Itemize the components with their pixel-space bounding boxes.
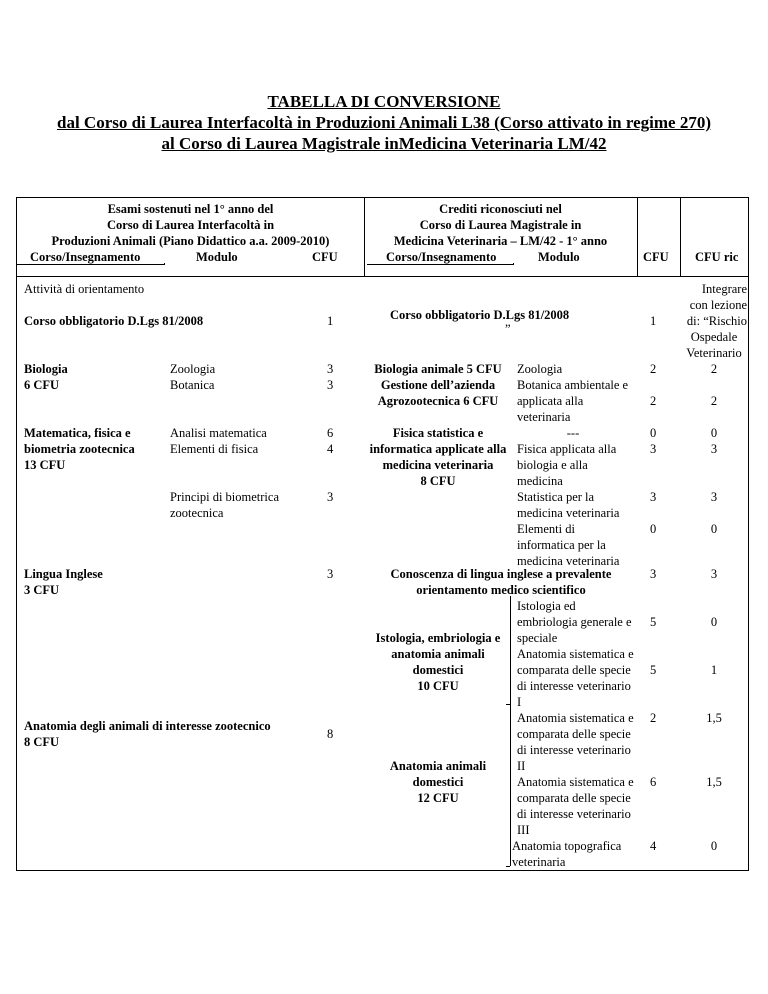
left-course: Lingua Inglese [24, 567, 103, 581]
left-course: 3 CFU [24, 583, 60, 597]
cfu: 5 [650, 663, 657, 677]
right-module: comparata delle specie [517, 663, 631, 677]
cfu: 2 [650, 711, 657, 725]
cfu-ric-note: di: “Rischio [686, 314, 747, 328]
cfu-ric-note: Integrare [701, 282, 747, 296]
right-module: --- [566, 426, 580, 440]
left-header-line-3: Produzioni Animali (Piano Didattico a.a. 2009-2010) [51, 234, 330, 248]
cfu: 0 [650, 522, 657, 536]
right-course: Gestione dell’azienda [380, 378, 496, 392]
right-module: Anatomia sistematica e [517, 647, 634, 661]
right-col-cfu-ric-header: CFU ric [695, 250, 739, 264]
right-course: 8 CFU [420, 474, 456, 488]
right-course: domestici [412, 775, 464, 789]
right-module: Statistica per la [517, 490, 595, 504]
right-course: anatomia animali [391, 647, 485, 661]
left-course: Corso obbligatorio D.Lgs 81/2008 [24, 314, 204, 328]
cfu-ric-note: con lezione [689, 298, 747, 312]
right-course: Conoscenza di lingua inglese a prevalente [390, 567, 612, 581]
title-line-3: al Corso di Laurea Magistrale inMedicina Veterinaria LM/42 [161, 134, 607, 153]
right-col-cfu-header: CFU [643, 250, 669, 264]
right-module: di interesse veterinario [517, 743, 631, 757]
right-module: medicina veterinaria [517, 506, 620, 520]
cfu-ric: 1 [710, 663, 718, 677]
right-course: medicina veterinaria [382, 458, 494, 472]
right-module: Istologia ed [517, 599, 576, 613]
cfu-ric: 1,5 [706, 711, 722, 725]
cfu: 6 [650, 775, 657, 789]
left-header-line-2: Corso di Laurea Interfacoltà in [106, 218, 275, 232]
right-module: applicata alla [517, 394, 584, 408]
right-course: orientamento medico scientifico [416, 583, 586, 597]
title-line-1: TABELLA DI CONVERSIONE [267, 92, 501, 111]
left-module-cfu: 3 [327, 378, 334, 392]
right-module: biologia e alla [517, 458, 588, 472]
cfu-ric: 0 [710, 615, 718, 629]
right-course: 12 CFU [417, 791, 459, 805]
cfu-ric-note: Veterinario [686, 346, 742, 360]
left-course: Matematica, fisica e [24, 426, 131, 440]
left-module: Principi di biometrica [170, 490, 280, 504]
cfu: 2 [650, 394, 657, 408]
title-line-2: dal Corso di Laurea Interfacoltà in Produzioni Animali L38 (Corso attivato in regime 270) [56, 113, 711, 132]
right-course: informatica applicate alla [369, 442, 507, 456]
right-module: Anatomia topografica [512, 839, 622, 853]
right-module: comparata delle specie [517, 727, 631, 741]
cfu-ric: 2 [710, 394, 718, 408]
right-course: 10 CFU [417, 679, 459, 693]
right-course: Anatomia animali [389, 759, 487, 773]
cfu-ric: 2 [710, 362, 718, 376]
left-module: Botanica [170, 378, 215, 392]
left-module: zootecnica [170, 506, 224, 520]
right-course: Istologia, embriologia e [375, 631, 501, 645]
right-course: domestici [412, 663, 464, 677]
cfu: 5 [650, 615, 657, 629]
right-module: embriologia generale e [517, 615, 632, 629]
cfu-ric-note: Ospedale [690, 330, 738, 344]
right-module: Elementi di [517, 522, 575, 536]
left-col-module-header: Modulo [196, 250, 238, 264]
right-module: III [517, 823, 530, 837]
right-module: Botanica ambientale e [517, 378, 629, 392]
cfu: 1 [650, 314, 657, 328]
cfu-ric: 0 [710, 522, 718, 536]
cfu: 3 [650, 490, 657, 504]
right-col-course-header: Corso/Insegnamento [386, 250, 497, 264]
left-cfu: 1 [327, 314, 334, 328]
right-module: I [517, 695, 522, 709]
left-module-cfu: 3 [327, 362, 334, 376]
left-module: Zoologia [170, 362, 216, 376]
left-cfu: 3 [327, 567, 334, 581]
cfu: 0 [650, 426, 657, 440]
right-module: II [517, 759, 526, 773]
left-module-cfu: 3 [327, 490, 334, 504]
cfu: 4 [650, 839, 657, 853]
right-course: Agrozootecnica 6 CFU [377, 394, 499, 408]
right-module: Anatomia sistematica e [517, 775, 634, 789]
left-course: biometria zootecnica [24, 442, 135, 456]
left-course: 6 CFU [24, 378, 60, 392]
left-course: Biologia [24, 362, 68, 376]
left-module: Analisi matematica [170, 426, 267, 440]
cfu-ric: 3 [710, 490, 718, 504]
left-course: 8 CFU [24, 735, 60, 749]
right-module: Zoologia [517, 362, 563, 376]
right-col-module-header: Modulo [538, 250, 580, 264]
right-module: medicina [517, 474, 563, 488]
right-course: Fisica statistica e [392, 426, 484, 440]
right-module: medicina veterinaria [517, 554, 620, 568]
right-module: di interesse veterinario [517, 807, 631, 821]
left-module-cfu: 4 [327, 442, 334, 456]
cfu: 2 [650, 362, 657, 376]
cfu-ric: 0 [710, 839, 718, 853]
cfu: 3 [650, 442, 657, 456]
right-module: veterinaria [517, 410, 571, 424]
right-module: veterinaria [512, 855, 566, 869]
right-course: Biologia animale 5 CFU [374, 362, 502, 376]
cfu-ric: 0 [710, 426, 718, 440]
right-module: di interesse veterinario [517, 679, 631, 693]
right-module: comparata delle specie [517, 791, 631, 805]
left-col-course-header: Corso/Insegnamento [30, 250, 141, 264]
left-cfu: 8 [327, 727, 334, 741]
row-label: Attività di orientamento [24, 282, 145, 296]
right-header-line-3: Medicina Veterinaria – LM/42 - 1° anno [393, 234, 608, 248]
cfu-ric: 1,5 [706, 775, 722, 789]
ditto-mark: ” [505, 322, 511, 336]
left-course: 13 CFU [24, 458, 66, 472]
right-module: informatica per la [517, 538, 606, 552]
right-module: speciale [517, 631, 558, 645]
right-module: Fisica applicata alla [517, 442, 617, 456]
right-header-line-2: Corso di Laurea Magistrale in [419, 218, 582, 232]
cfu: 3 [650, 567, 657, 581]
right-module: Anatomia sistematica e [517, 711, 634, 725]
left-module: Elementi di fisica [170, 442, 259, 456]
left-col-cfu-header: CFU [312, 250, 338, 264]
cfu-ric: 3 [710, 567, 718, 581]
right-header-line-1: Crediti riconosciuti nel [439, 202, 562, 216]
cfu-ric: 3 [710, 442, 718, 456]
left-course: Anatomia degli animali di interesse zootecnico [24, 719, 271, 733]
right-course: Corso obbligatorio D.Lgs 81/2008 [390, 308, 570, 322]
left-header-line-1: Esami sostenuti nel 1° anno del [107, 202, 274, 216]
left-module-cfu: 6 [327, 426, 334, 440]
